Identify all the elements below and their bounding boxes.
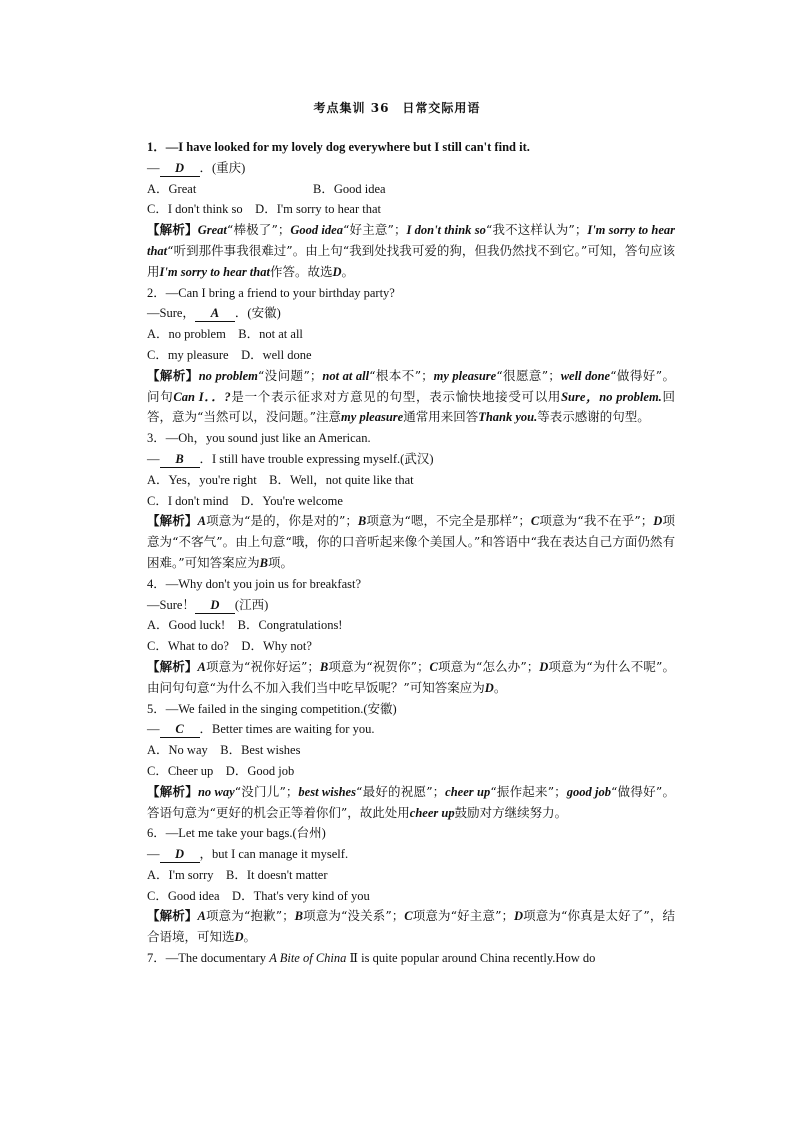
question-6-stem: 6．—Let me take your bags.(台州) xyxy=(147,826,326,841)
question-6-reply: — D ，but I can manage it myself. xyxy=(147,847,349,862)
question-3-reply: — B ．I still have trouble expressing myself.(武汉) xyxy=(147,451,434,466)
option-a: A．Great xyxy=(147,181,197,196)
answer-blank: C xyxy=(160,721,200,738)
answer-blank: B xyxy=(160,451,200,468)
question-1-reply: — D ．(重庆) xyxy=(147,160,246,175)
answer-blank: D xyxy=(160,160,200,177)
question-5-reply: — C ．Better times are waiting for you. xyxy=(147,722,375,737)
question-7-stem: 7．—The documentary A Bite of China Ⅱ is quite popular around China recently.How do xyxy=(147,951,596,966)
question-6-analysis: 【解析】A项意为“抱歉”；B项意为“没关系”；C项意为“好主意”；D项意为“你真是太好了”，结合语境，可知选D。 xyxy=(147,908,675,945)
question-2-options-ab: A．no problem B．not at all xyxy=(147,327,303,342)
question-5-options-ab: A．No way B．Best wishes xyxy=(147,743,301,758)
question-4-stem: 4．—Why don't you join us for breakfast? xyxy=(147,576,362,591)
question-4-options-cd: C．What to do? D．Why not? xyxy=(147,639,312,654)
answer-blank: D xyxy=(160,846,200,863)
question-1-options-cd: C．I don't think so D．I'm sorry to hear that xyxy=(147,202,381,217)
question-3-options-cd: C．I don't mind D．You're welcome xyxy=(147,493,343,508)
question-1-options-ab xyxy=(120,179,675,200)
question-6-options-cd: C．Good idea D．That's very kind of you xyxy=(147,888,370,903)
question-4-options-ab: A．Good luck! B．Congratulations! xyxy=(147,618,343,633)
question-5-analysis: 【解析】no way“没门儿”；best wishes“最好的祝愿”；cheer up“振作起来”；good job“做得好”。答语句意为“更好的机会正等着你们”，故此处用cheer up鼓励对方继续努力。 xyxy=(147,783,676,820)
answer-blank: A xyxy=(195,305,235,322)
question-3-analysis: 【解析】A项意为“是的，你是对的”；B项意为“嗯，不完全是那样”；C项意为“我不在乎”；D项意为“不客气”。由上句意“哦，你的口音听起来像个美国人。”和答语中“我在表达自己方面仍然有困难。”可知答案应为B项。 xyxy=(147,513,675,570)
question-4-analysis: 【解析】A项意为“祝你好运”；B项意为“祝贺你”；C项意为“怎么办”；D项意为“为什么不呢”。由问句句意“为什么不加入我们当中吃早饭呢？”可知答案应为D。 xyxy=(147,658,676,695)
question-5-stem: 5．—We failed in the singing competition.(安徽) xyxy=(147,701,397,716)
page-title: 考点集训 36 日常交际用语 xyxy=(313,101,481,115)
question-2-analysis: 【解析】no problem“没问题”；not at all“根本不”；my pleasure“很愿意”；well done“做得好”。问句Can I．．?是一个表示征求对方意见的句型，表示愉快地接受可以用Sure，no problem.回答，意为“当然可以，没问题。”注意my pleasure通常用来回答Thank you.等表示感谢的句型。 xyxy=(147,367,676,425)
exercise-content xyxy=(120,137,675,969)
question-6-options-ab: A．I'm sorry B．It doesn't matter xyxy=(147,867,328,882)
question-2-options-cd: C．my pleasure D．well done xyxy=(147,347,312,362)
question-1-analysis: 【解析】Great“棒极了”；Good idea“好主意”；I don't think so“我不这样认为”；I'm sorry to hear that“听到那件事我很难过”。由上句“我到处找我可爱的狗，但我仍然找不到它。”可知，答句应该用I'm sorry to hear that作答。故选D。 xyxy=(147,222,676,279)
answer-blank: D xyxy=(195,597,235,614)
question-3-stem: 3．—Oh，you sound just like an American. xyxy=(147,431,371,446)
question-5-options-cd: C．Cheer up D．Good job xyxy=(147,763,295,778)
question-3-options-ab: A．Yes，you're right B．Well，not quite like that xyxy=(147,472,414,487)
question-4-reply: —Sure！ D (江西) xyxy=(147,597,269,612)
question-1-stem: 1．—I have looked for my lovely dog everywhere but I still can't find it. xyxy=(147,140,530,154)
question-2-stem: 2．—Can I bring a friend to your birthday party? xyxy=(147,285,395,300)
question-2-reply: —Sure， A ．(安徽) xyxy=(147,306,281,321)
documentary-title: A Bite of China xyxy=(269,951,347,966)
option-b: B．Good idea xyxy=(313,181,386,196)
